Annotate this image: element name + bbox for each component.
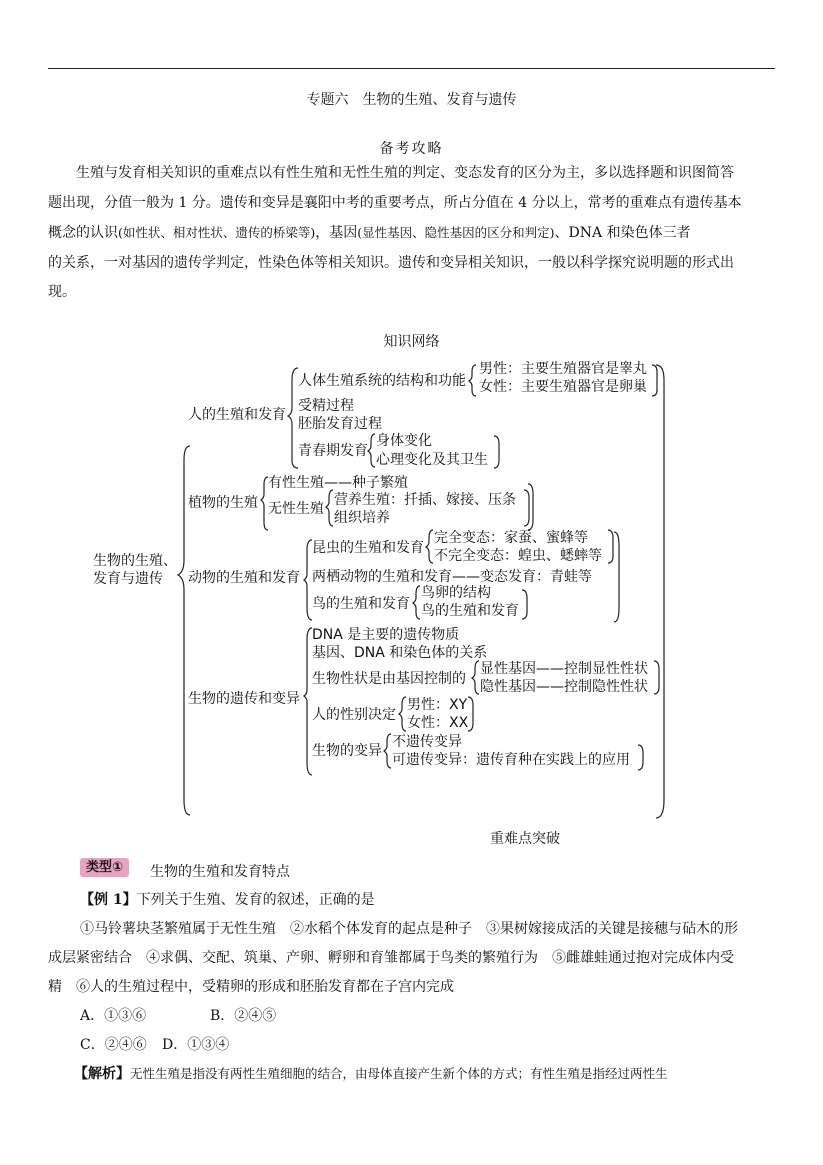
option-a: A．①③⑥ xyxy=(80,1008,147,1024)
section-heading-key-points: 重难点突破 xyxy=(490,831,560,847)
tree-node-genetics: 生物的遗传和变异 xyxy=(188,691,300,707)
section-heading-network: 知识网络 xyxy=(383,334,440,350)
tree-node: 两栖动物的生殖和发育——变态发育：青蛙等 xyxy=(312,569,592,585)
type-badge: 类型① xyxy=(80,858,129,877)
page-title: 专题六 生物的生殖、发育与遗传 xyxy=(306,92,517,108)
example-question: 【例 1】下列关于生殖、发育的叙述，正确的是 xyxy=(80,892,375,908)
section-heading-strategy: 备考攻略 xyxy=(379,141,444,157)
tree-node: 鸟卵的结构 xyxy=(421,585,491,601)
tree-node: 不遗传变异 xyxy=(392,734,462,750)
example-line: 精 ⑥人的生殖过程中，受精卵的形成和胚胎发育都在子宫内完成 xyxy=(48,979,454,995)
tree-node: 女性：XX xyxy=(407,715,469,731)
intro-line: 生殖与发育相关知识的重难点以有性生殖和无性生殖的判定、变态发育的区分为主，多以选择题和识图简答 xyxy=(76,165,734,181)
tree-node: 身体变化 xyxy=(376,433,432,449)
tree-node: 不完全变态：蝗虫、蟋蟀等 xyxy=(434,548,602,564)
option-c: C．②④⑥ xyxy=(80,1037,147,1053)
tree-node: 隐性基因——控制隐性性状 xyxy=(480,679,648,695)
option-b: B．②④⑤ xyxy=(210,1008,277,1024)
tree-node: 人的性别决定 xyxy=(312,707,396,723)
example-line: 成层紧密结合 ④求偶、交配、筑巢、产卵、孵卵和育雏都属于鸟类的繁殖行为 ⑤雌雄蛙通过抱对完成体内受 xyxy=(48,950,734,966)
tree-node: DNA 是主要的遗传物质 xyxy=(312,627,460,643)
tree-node: 男性：XY xyxy=(407,697,468,713)
tree-node: 人体生殖系统的结构和功能 xyxy=(298,373,466,389)
tree-node: 生物性状是由基因控制的 xyxy=(312,671,466,687)
example-line: ①马铃薯块茎繁殖属于无性生殖 ②水稻个体发育的起点是种子 ③果树嫁接成活的关键是接穗与砧木的形 xyxy=(80,921,738,937)
analysis-line: 【解析】无性生殖是指没有两性生殖细胞的结合，由母体直接产生新个体的方式；有性生殖是指经过两性生 xyxy=(74,1066,668,1082)
intro-line: 现。 xyxy=(48,284,76,300)
tree-node: 组织培养 xyxy=(334,510,390,526)
tree-node: 女性：主要生殖器官是卵巢 xyxy=(479,379,647,395)
option-d: D．①③④ xyxy=(162,1037,230,1053)
tree-node: 男性：主要生殖器官是睾丸 xyxy=(479,361,647,377)
tree-node: 生物的变异 xyxy=(312,743,382,759)
tree-node: 鸟的生殖和发育 xyxy=(421,603,519,619)
tree-node: 受精过程 xyxy=(298,398,354,414)
tree-node: 昆虫的生殖和发育 xyxy=(312,540,424,556)
intro-line: 概念的认识(如性状、相对性状、遗传的桥梁等)，基因(显性基因、隐性基因的区分和判定)、DNA 和染色体三者 xyxy=(48,225,691,241)
tree-node: 无性生殖 xyxy=(268,501,324,517)
tree-node-animal: 动物的生殖和发育 xyxy=(188,570,300,586)
tree-node-plant: 植物的生殖 xyxy=(188,495,258,511)
tree-node: 胚胎发育过程 xyxy=(298,416,382,432)
tree-node: 基因、DNA 和染色体的关系 xyxy=(312,645,488,661)
tree-node: 青春期发育 xyxy=(298,443,368,459)
tree-root-line2: 发育与遗传 xyxy=(93,571,163,587)
tree-node: 有性生殖——种子繁殖 xyxy=(268,475,408,491)
intro-line: 的关系，一对基因的遗传学判定，性染色体等相关知识。遗传和变异相关知识，一般以科学探究说明题的形式出 xyxy=(48,254,734,271)
tree-node: 显性基因——控制显性性状 xyxy=(480,661,648,677)
tree-node: 可遗传变异：遗传育种在实践上的应用 xyxy=(392,752,630,768)
tree-root-line1: 生物的生殖、 xyxy=(93,553,177,569)
intro-line: 题出现，分值一般为 1 分。遗传和变异是襄阳中考的重要考点，所占分值在 4 分以上，常考的重难点有遗传基本 xyxy=(48,194,742,211)
type-title: 生物的生殖和发育特点 xyxy=(150,864,290,880)
tree-node: 心理变化及其卫生 xyxy=(376,452,488,468)
tree-node: 完全变态：家蚕、蜜蜂等 xyxy=(434,530,588,546)
tree-node-human: 人的生殖和发育 xyxy=(188,407,286,423)
tree-node: 营养生殖：扦插、嫁接、压条 xyxy=(334,492,516,508)
tree-node: 鸟的生殖和发育 xyxy=(312,596,410,612)
